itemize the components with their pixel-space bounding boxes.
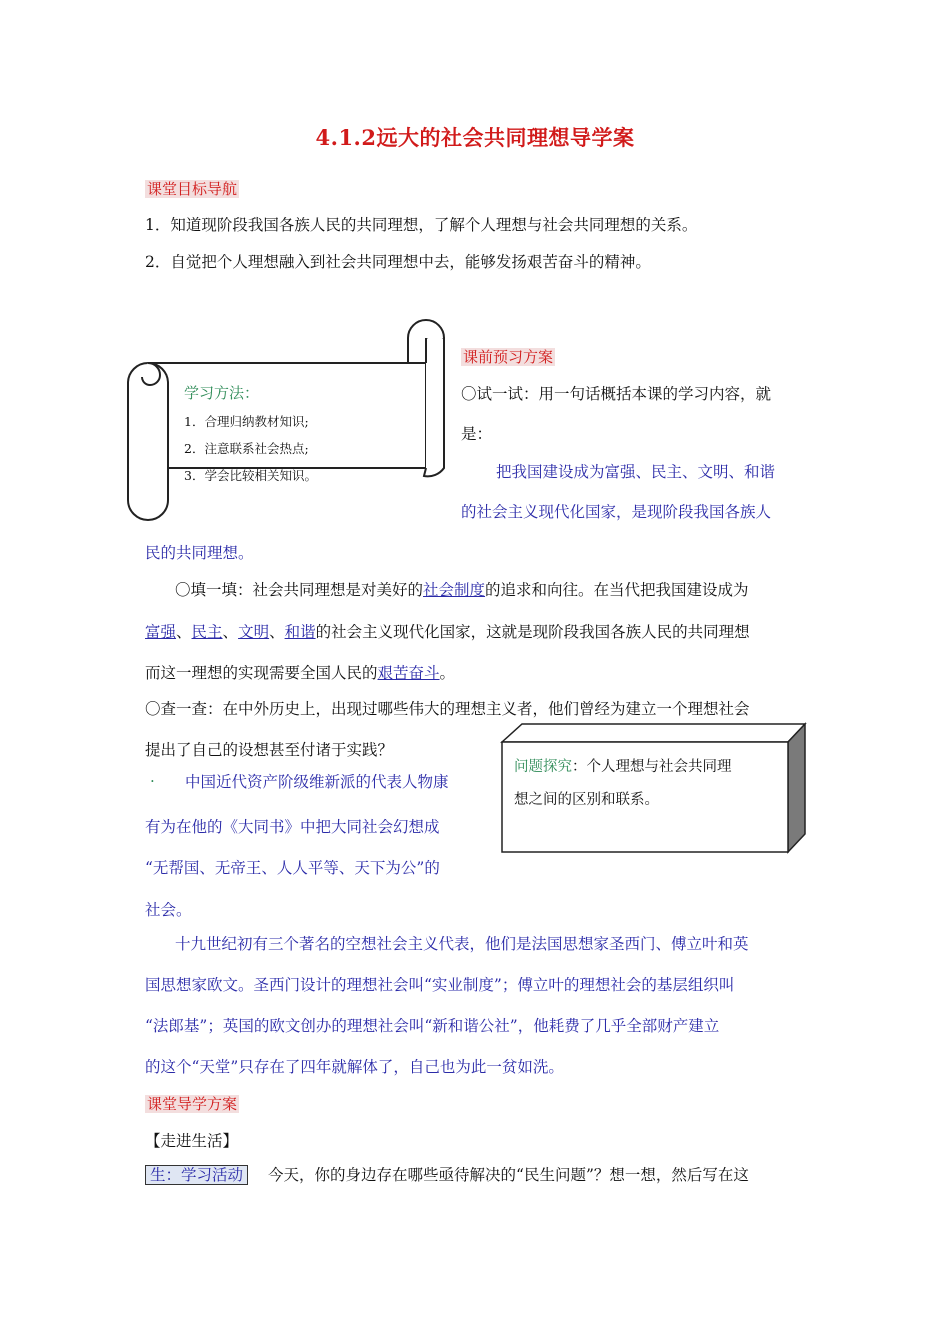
- try-answer-2: 的社会主义现代化国家，是现阶段我国各族人: [461, 503, 772, 521]
- study-method-heading: 学习方法：: [184, 384, 260, 402]
- try-question-2: 是：: [461, 425, 493, 443]
- objective-1: 1．知道现阶段我国各族人民的共同理想，了解个人理想与社会共同理想的关系。: [145, 216, 698, 234]
- inquiry-line-2: 想之间的区别和联系。: [514, 792, 659, 808]
- inquiry-box: [500, 722, 810, 857]
- study-method-scroll: [126, 318, 452, 523]
- inquiry-line-1: 问题探究：个人理想与社会共同理: [514, 759, 732, 775]
- life-heading: 【走进生活】: [145, 1132, 239, 1150]
- section-heading-preview: 课前预习方案: [463, 348, 554, 366]
- utopia-line-4: 的这个“天堂”只存在了四年就解体了，自己也为此一贫如洗。: [145, 1058, 564, 1076]
- fill-blank-social-system: 社会制度: [423, 581, 486, 599]
- check-question-1: 〇查一查：在中外历史上，出现过哪些伟大的理想主义者，他们曾经为建立一个理想社会: [145, 700, 750, 718]
- objective-2: 2．自觉把个人理想融入到社会共同理想中去，能够发扬艰苦奋斗的精神。: [145, 253, 651, 271]
- life-activity-line: 生：学习活动 今天，你的身边存在哪些亟待解决的“民生问题”？想一想，然后写在这: [145, 1163, 749, 1185]
- check-dot: .: [150, 768, 155, 786]
- check-answer-2: 有为在他的《大同书》中把大同社会幻想成: [145, 818, 440, 836]
- fill-blank-3: 文明: [238, 623, 270, 641]
- check-answer-1: 中国近代资产阶级维新派的代表人物康: [185, 773, 449, 791]
- utopia-line-3: “法郎基”；英国的欧文创办的理想社会叫“新和谐公社”，他耗费了几乎全部财产建立: [145, 1017, 720, 1035]
- utopia-line-1: 十九世纪初有三个著名的空想社会主义代表，他们是法国思想家圣西门、傅立叶和英: [175, 935, 749, 953]
- fill-line-2: 富强、民主、文明、和谐的社会主义现代化国家，这就是现阶段我国各族人民的共同理想: [145, 623, 750, 641]
- fill-line-3: 而这一理想的实现需要全国人民的艰苦奋斗。: [145, 664, 456, 682]
- page-title: 4.1.2远大的社会共同理想导学案: [315, 125, 635, 150]
- study-method-item-1: 1．合理归纳教材知识;: [184, 414, 309, 429]
- study-method-item-3: 3．学会比较相关知识。: [184, 468, 317, 483]
- activity-tag: 生：学习活动: [145, 1165, 248, 1185]
- check-answer-3: “无帮国、无帝王、人人平等、天下为公”的: [145, 859, 440, 877]
- utopia-line-2: 国思想家欧文。圣西门设计的理想社会叫“实业制度”；傅立叶的理想社会的基层组织叫: [145, 976, 735, 994]
- fill-blank-2: 民主: [191, 623, 223, 641]
- fill-line-1: 〇填一填：社会共同理想是对美好的社会制度的追求和向往。在当代把我国建设成为: [175, 581, 749, 599]
- section-heading-guide: 课堂导学方案: [147, 1095, 238, 1113]
- fill-blank-1: 富强: [145, 623, 177, 641]
- check-question-2: 提出了自己的设想甚至付诸于实践？: [145, 741, 394, 759]
- try-answer-1: 把我国建设成为富强、民主、文明、和谐: [496, 463, 776, 481]
- inquiry-label: 问题探究: [514, 759, 572, 775]
- section-heading-objectives: 课堂目标导航: [147, 180, 238, 198]
- try-question-1: 〇试一试：用一句话概括本课的学习内容，就: [461, 385, 772, 403]
- study-method-item-2: 2．注意联系社会热点;: [184, 441, 309, 456]
- try-answer-3: 民的共同理想。: [145, 544, 254, 562]
- check-answer-4: 社会。: [145, 901, 192, 919]
- fill-blank-4: 和谐: [284, 623, 316, 641]
- fill-blank-hard-work: 艰苦奋斗: [377, 664, 440, 682]
